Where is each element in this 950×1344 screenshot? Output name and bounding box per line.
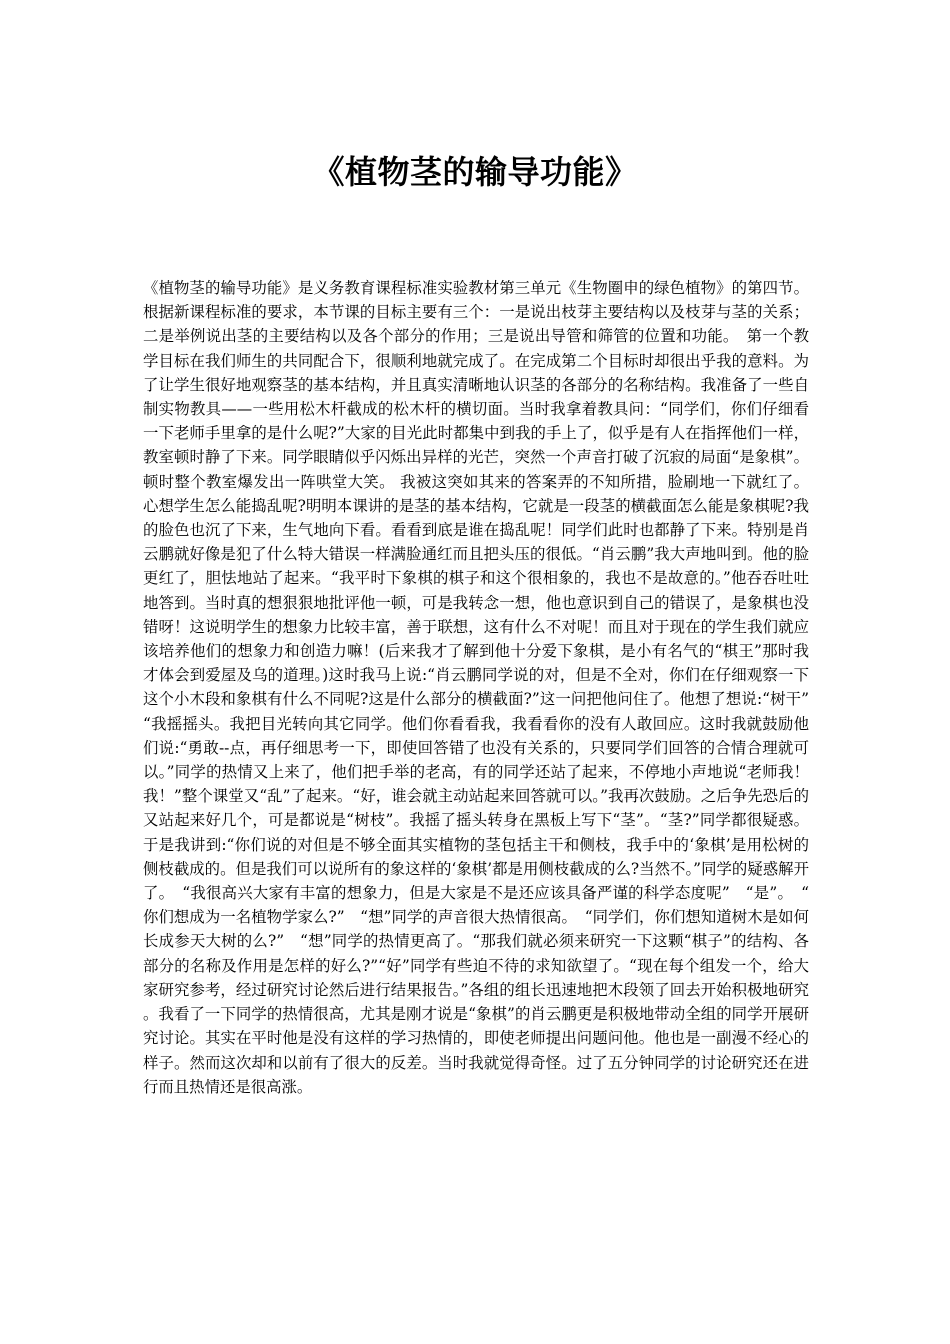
document-body-paragraph: 《植物茎的输导功能》是义务教育课程标准实验教材第三单元《生物圈申的绿色植物》的第四节。根据新课程标准的要求，本节课的目标主要有三个：一是说出枝芽主要结构以及枝芽与茎的关系；二是举例说出茎的主要结构以及各个部分的作用；三是说出导管和筛管的位置和功能。 第一个教学目标在我们师生的共同配合下，很顺利地就完成了。在完成第二个目标时却很出乎我的意料。为了让学生很好地观察茎的基本结构，并且真实清晰地认识茎的各部分的名称结构。我准备了一些自制实物教具——一些用松木杆截成的松木杆的横切面。当时我拿着教具问：“同学们，你们仔细看一下老师手里拿的是什么呢?”大家的目光此时都集中到我的手上了，似乎是有人在指挥他们一样，教室顿时静了下来。同学眼睛似乎闪烁出异样的光芒，突然一个声音打破了沉寂的局面“是象棋”。顿时整个教室爆发出一阵哄堂大笑。 我被这突如其来的答案弄的不知所措，脸刷地一下就红了。心想学生怎么能捣乱呢?明明本课讲的是茎的基本结构，它就是一段茎的横截面怎么能是象棋呢?我的脸色也沉了下来，生气地向下看。看看到底是谁在捣乱呢！同学们此时也都静了下来。特别是肖云鹏就好像是犯了什么特大错误一样满脸通红而且把头压的很低。“肖云鹏”我大声地叫到。他的脸更红了，胆怯地站了起来。“我平时下象棋的棋子和这个很相象的，我也不是故意的。”他吞吞吐吐地答到。当时真的想狠狠地批评他一顿，可是我转念一想，他也意识到自己的错误了，是象棋也没错呀！这说明学生的想象力比较丰富，善于联想，这有什么不对呢！而且对于现在的学生我们就应该培养他们的想象力和创造力嘛！(后来我才了解到他十分爱下象棋，是小有名气的“棋王”那时我才体会到爱屋及乌的道理。)这时我马上说:“肖云鹏同学说的对，但是不全对，你们在仔细观察一下这个小木段和象棋有什么不同呢?这是什么部分的横截面?”这一问把他问住了。他想了想说:“树干”“我摇摇头。我把目光转向其它同学。他们你看看我，我看看你的没有人敢回应。这时我就鼓励他们说:“勇敢--点，再仔细思考一下，即使回答错了也没有关系的，只要同学们回答的合情合理就可以。”同学的热情又上来了，他们把手举的老高，有的同学还站了起来，不停地小声地说“老师我！我！”整个课堂又“乱”了起来。“好，谁会就主动站起来回答就可以。”我再次鼓励。之后争先恐后的又站起来好几个，可是都说是“树枝”。我摇了摇头转身在黑板上写下“茎”。“茎?”同学都很疑惑。于是我讲到:“你们说的对但是不够全面其实植物的茎包括主干和侧枝，我手中的‘象棋’是用松树的侧枝截成的。但是我们可以说所有的象这样的‘象棋’都是用侧枝截成的么?当然不。”同学的疑惑解开了。 “我很高兴大家有丰富的想象力，但是大家是不是还应该具备严谨的科学态度呢” “是”。 “你们想成为一名植物学家么?” “想”同学的声音很大热情很高。 “同学们，你们想知道树木是如何长成参天大树的么?” “想”同学的热情更高了。“那我们就必须来研究一下这颗“棋子”的结构、各部分的名称及作用是怎样的好么?”“好”同学有些迫不待的求知欲望了。“现在每个组发一个，给大家研究参考，经过研究讨论然后进行结果报告。”各组的组长迅速地把木段领了回去开始积极地研究。我看了一下同学的热情很高，尤其是刚才说是“象棋”的肖云鹏更是积极地带动全组的同学开展研究讨论。其实在平时他是没有这样的学习热情的，即使老师提出问题问他。他也是一副漫不经心的样子。然而这次却和以前有了很大的反差。当时我就觉得奇怪。过了五分钟同学的讨论研究还在进行而且热情还是很高涨。 <box>143 279 809 1096</box>
document-title: 《植物茎的输导功能》 <box>312 153 638 191</box>
